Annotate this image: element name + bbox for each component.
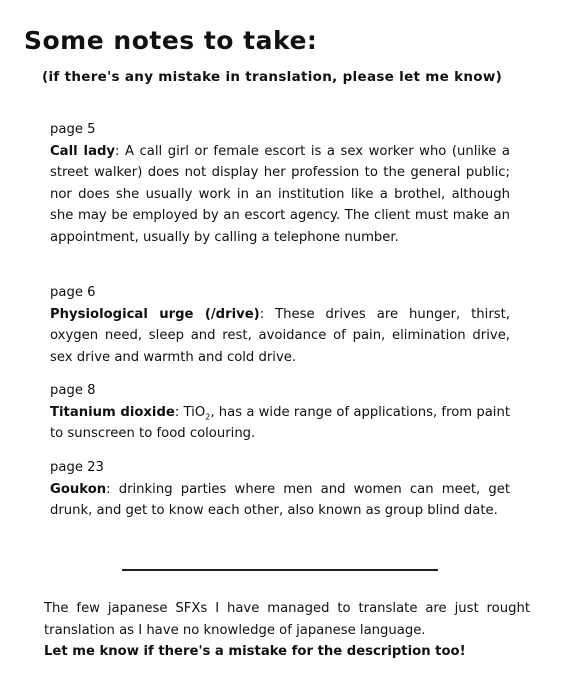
note-page-number: page 8 xyxy=(50,383,96,398)
note-term: Physiological urge (/drive) xyxy=(50,306,260,322)
footer-emphasis: Let me know if there's a mistake for the description too! xyxy=(44,644,466,659)
note-term: Call lady xyxy=(50,143,116,159)
note-term: Goukon xyxy=(50,481,107,497)
note-definition: , has a wide range of applications, from paint to sunscreen to food colouring. xyxy=(50,404,511,441)
footer-text: The few japanese SFXs I have managed to translate are just rought translation as I have no knowledge of japanese language. xyxy=(44,601,530,638)
note-formula-subscript: 2 xyxy=(205,412,211,422)
note-titanium-dioxide xyxy=(50,380,510,445)
note-formula: : TiO xyxy=(174,404,206,420)
section-divider xyxy=(122,569,438,571)
note-definition: : A call girl or female escort is a sex worker who (unlike a street walker) does not display her profession to the general public; nor does she usually work in an institution like a brothel, although she may be employed by an escort agency. The client must make an appointment, usually by calling a telephone number. xyxy=(50,143,510,245)
page-subtitle: (if there's any mistake in translation, please let me know) xyxy=(42,69,503,85)
note-page-number: page 23 xyxy=(50,460,104,475)
note-goukon xyxy=(50,457,510,522)
note-page-number: page 5 xyxy=(50,122,96,137)
note-definition: : These drives are hunger, thirst, oxygen need, sleep and rest, avoidance of pain, elimination drive, sex drive and warmth and cold drive. xyxy=(50,306,510,365)
note-page-number: page 6 xyxy=(50,285,96,300)
note-term: Titanium dioxide xyxy=(50,404,175,420)
footer-note xyxy=(44,598,530,663)
note-physiological-urge xyxy=(50,282,510,368)
note-definition: : drinking parties where men and women can meet, get drunk, and get to know each other, also known as group blind date. xyxy=(50,481,510,518)
page-title: Some notes to take: xyxy=(24,26,318,55)
note-call-lady xyxy=(50,119,510,248)
